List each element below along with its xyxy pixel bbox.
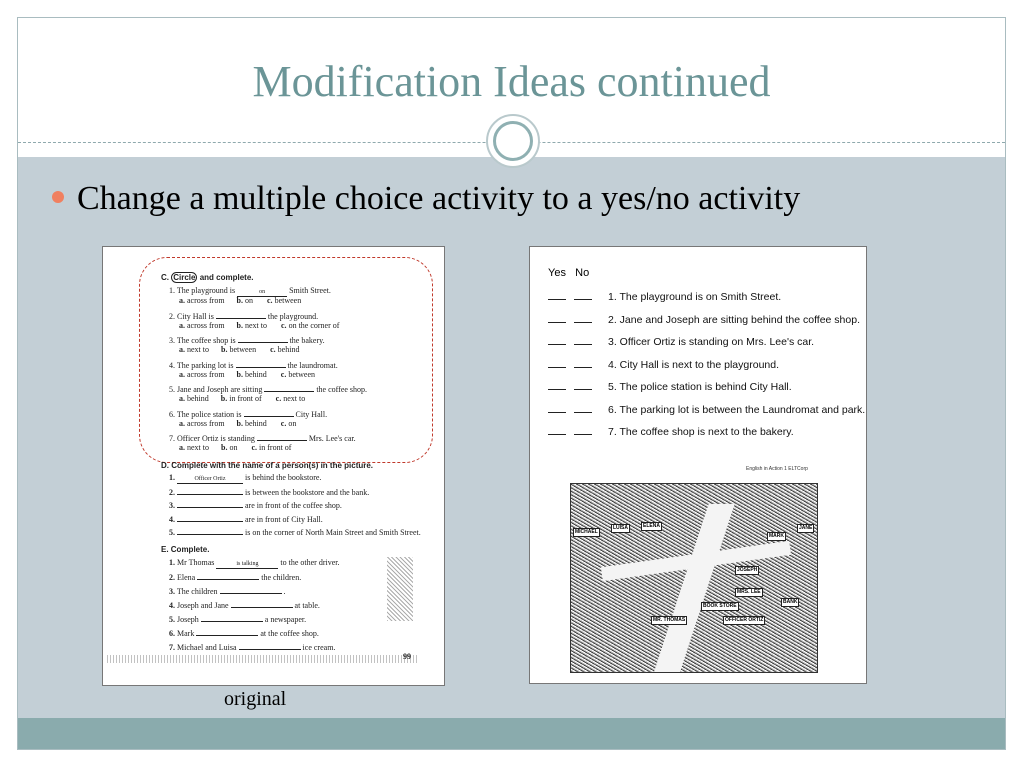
section-c-options: a. across from b. behind c. on [179, 418, 297, 428]
section-e-item: 3. The children . [169, 587, 286, 596]
map-label: JOSEPH [737, 567, 758, 573]
section-c-options: a. next to b. between c. behind [179, 345, 300, 354]
page-number: 99 [403, 652, 411, 661]
yes-no-header: Yes No [548, 267, 590, 279]
modified-worksheet [529, 246, 867, 684]
map-label: BANK [783, 599, 798, 605]
section-c-item: 4. The parking lot is the laundromat. [169, 360, 338, 370]
original-worksheet [102, 246, 445, 686]
slide-frame [17, 17, 1006, 750]
section-c-heading: C. Circle and complete. [161, 273, 254, 282]
section-c-item: 5. Jane and Joseph are sitting the coffee shop. [169, 385, 368, 394]
map-label: JANE [799, 525, 813, 531]
section-d-item: 2. is between the bookstore and the bank. [169, 487, 370, 497]
section-c-options: a. behind b. in front of c. next to [179, 394, 306, 403]
footer-band [18, 718, 1005, 750]
map-label: OFFICER ORTIZ [725, 617, 764, 623]
section-e-item: 5. Joseph a newspaper. [169, 615, 307, 624]
section-c-item: 7. Officer Ortiz is standing Mrs. Lee's car. [169, 434, 356, 443]
credit-text: English in Action 1 ELTCorp [746, 466, 808, 472]
section-d-item: 4. are in front of City Hall. [169, 514, 323, 524]
section-e-item: 7. Michael and Luisa ice cream. [169, 643, 336, 652]
section-d-item: 1. Officer Ortiz is behind the bookstore. [169, 473, 322, 482]
section-d-item: 3. are in front of the coffee shop. [169, 501, 342, 510]
map-label: ELENA [643, 523, 660, 529]
section-e-item: 4. Joseph and Jane at table. [169, 601, 320, 610]
town-map-illustration [570, 483, 818, 673]
map-label: MICHAEL [575, 529, 598, 535]
section-d-item: 5. is on the corner of North Main Street and Smith Street. [169, 528, 421, 537]
section-c-item: 1. The playground is on Smith Street. [169, 286, 331, 295]
map-label: BOOK STORE [703, 603, 737, 609]
section-c-item: 2. City Hall is the playground. [169, 311, 319, 321]
original-caption: original [224, 688, 287, 710]
section-c-item: 3. The coffee shop is the bakery. [169, 336, 325, 345]
section-c-item: 6. The police station is City Hall. [169, 409, 328, 419]
section-c-options: a. across from b. next to c. on the corner of [179, 320, 340, 330]
map-label: MRS. LEE [737, 589, 761, 595]
yes-no-item: 1. The playground is on Smith Street. [548, 291, 781, 303]
slide-title: Modification Ideas continued [252, 57, 771, 106]
bullet-text: Change a multiple choice activity to a yes/no activity [77, 180, 801, 217]
section-e-item: 1. Mr Thomas is talking to the other driver. [169, 558, 340, 567]
scan-noise-bottom [107, 655, 419, 663]
divider-ring-icon [486, 114, 540, 168]
section-e-heading: E. Complete. [161, 545, 210, 554]
yes-no-item: 7. The coffee shop is next to the bakery. [548, 426, 794, 438]
yes-no-item: 3. Officer Ortiz is standing on Mrs. Lee's car. [548, 336, 814, 348]
yes-no-item: 2. Jane and Joseph are sitting behind the coffee shop. [548, 314, 860, 326]
section-c-options: a. across from b. on c. between [179, 296, 302, 305]
section-d-heading: D. Complete with the name of a person(s) in the picture. [161, 461, 374, 470]
map-label: MARK [769, 533, 784, 539]
scan-noise [387, 557, 413, 621]
section-c-options: a. across from b. behind c. between [179, 369, 315, 379]
bullet-dot-icon [52, 191, 64, 203]
yes-no-item: 5. The police station is behind City Hall. [548, 381, 792, 393]
yes-no-item: 6. The parking lot is between the Laundromat and park. [548, 404, 865, 416]
map-label: LUISA [613, 525, 628, 531]
section-e-item: 2. Elena the children. [169, 573, 302, 582]
section-c-options: a. next to b. on c. in front of [179, 443, 292, 452]
map-label: MR. THOMAS [653, 617, 686, 623]
section-e-item: 6. Mark at the coffee shop. [169, 629, 319, 638]
yes-no-item: 4. City Hall is next to the playground. [548, 359, 779, 371]
